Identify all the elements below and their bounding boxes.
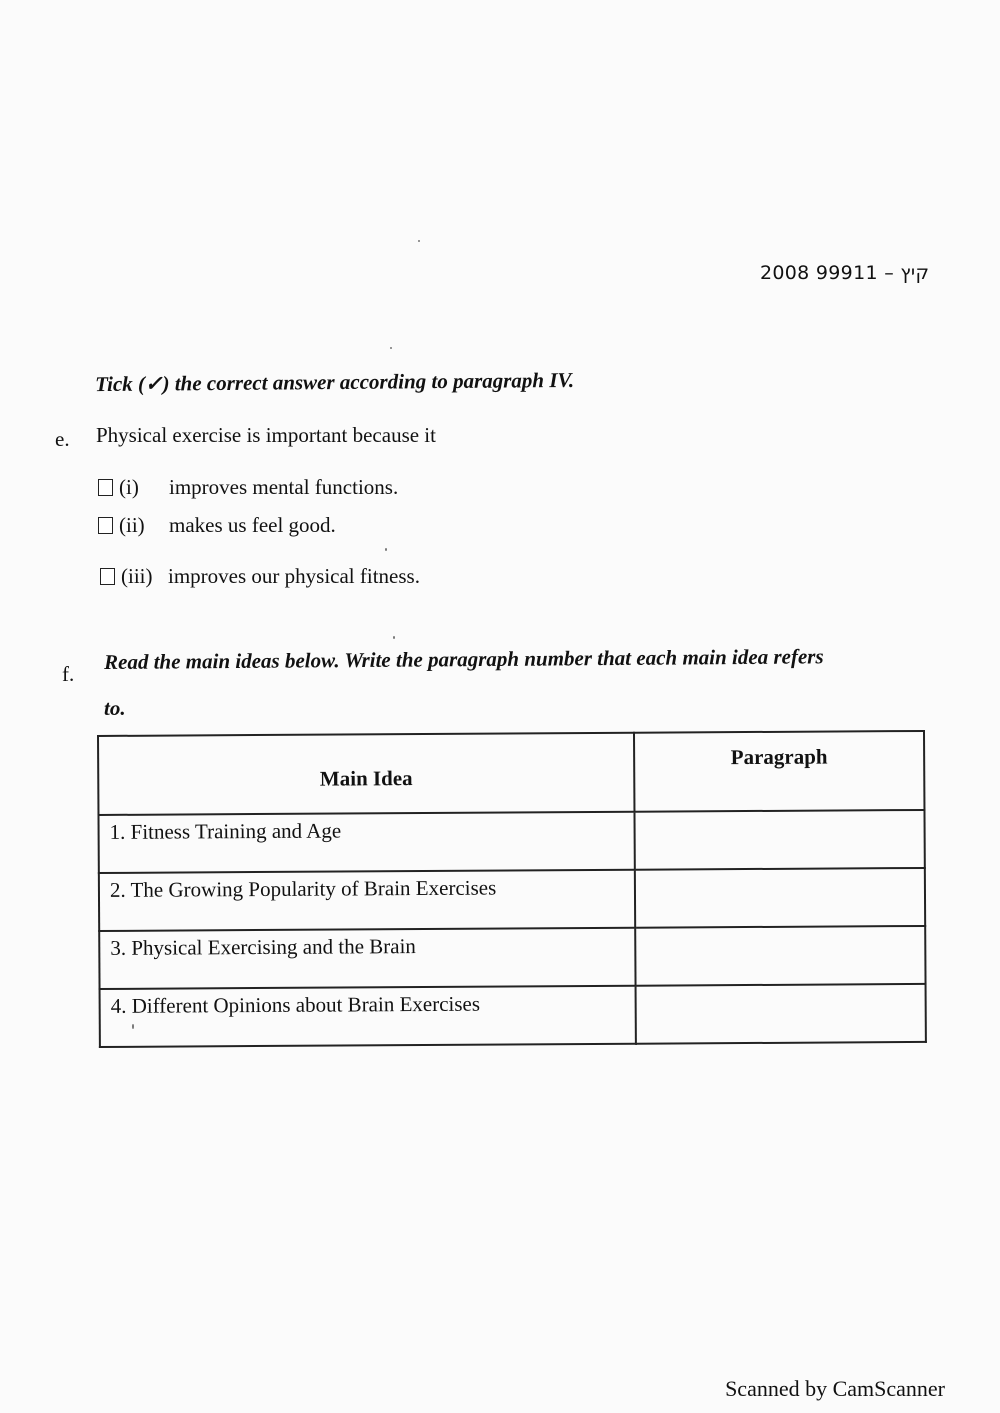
exam-code: 2008 קיץ – 99911 [760, 262, 930, 284]
scan-speck [393, 636, 395, 639]
table-row [99, 926, 925, 989]
scan-speck [385, 548, 387, 551]
paragraph-answer-cell[interactable] [634, 810, 924, 870]
paragraph-answer-cell[interactable] [636, 984, 926, 1044]
option-ii-text: makes us feel good. [169, 513, 336, 537]
scanner-watermark: Scanned by CamScanner [725, 1376, 945, 1401]
header-main-idea: Main Idea [98, 733, 634, 815]
option-i[interactable] [98, 475, 398, 500]
main-idea-cell: 3. Physical Exercising and the Brain [99, 928, 635, 989]
option-ii[interactable] [98, 513, 336, 538]
scan-speck [390, 347, 392, 349]
main-ideas-table [97, 730, 927, 1048]
paragraph-answer-cell[interactable] [635, 926, 925, 986]
header-paragraph: Paragraph [634, 731, 924, 812]
question-f-instruction-line1: Read the main ideas below. Write the paragraph number that each main idea refers [104, 644, 824, 674]
option-i-checkbox[interactable] [98, 479, 113, 496]
option-ii-checkbox[interactable] [98, 517, 113, 534]
option-i-number: (i) [119, 475, 139, 499]
option-i-text: improves mental functions. [169, 475, 399, 499]
scan-speck [418, 240, 420, 242]
option-ii-number: (ii) [119, 513, 145, 537]
question-f-instruction-line2: to. [104, 696, 126, 720]
table-header-row [98, 731, 924, 815]
table-row [100, 984, 926, 1047]
main-idea-cell: 1. Fitness Training and Age [98, 812, 634, 873]
scan-speck [132, 1024, 134, 1029]
option-iii[interactable] [100, 564, 420, 589]
question-f-letter: f. [62, 662, 75, 686]
table-row [98, 810, 924, 873]
option-iii-checkbox[interactable] [100, 568, 115, 585]
option-iii-number: (iii) [121, 564, 153, 588]
question-e-instruction: Tick (✓) the correct answer according to paragraph IV. [94, 367, 575, 397]
question-e-letter: e. [55, 427, 70, 451]
table-row [99, 868, 925, 931]
question-e-stem: Physical exercise is important because it [96, 423, 436, 447]
option-iii-text: improves our physical fitness. [168, 564, 420, 588]
main-idea-cell: 4. Different Opinions about Brain Exercises [100, 986, 636, 1047]
paragraph-answer-cell[interactable] [635, 868, 925, 928]
main-idea-cell: 2. The Growing Popularity of Brain Exercises [99, 870, 635, 931]
